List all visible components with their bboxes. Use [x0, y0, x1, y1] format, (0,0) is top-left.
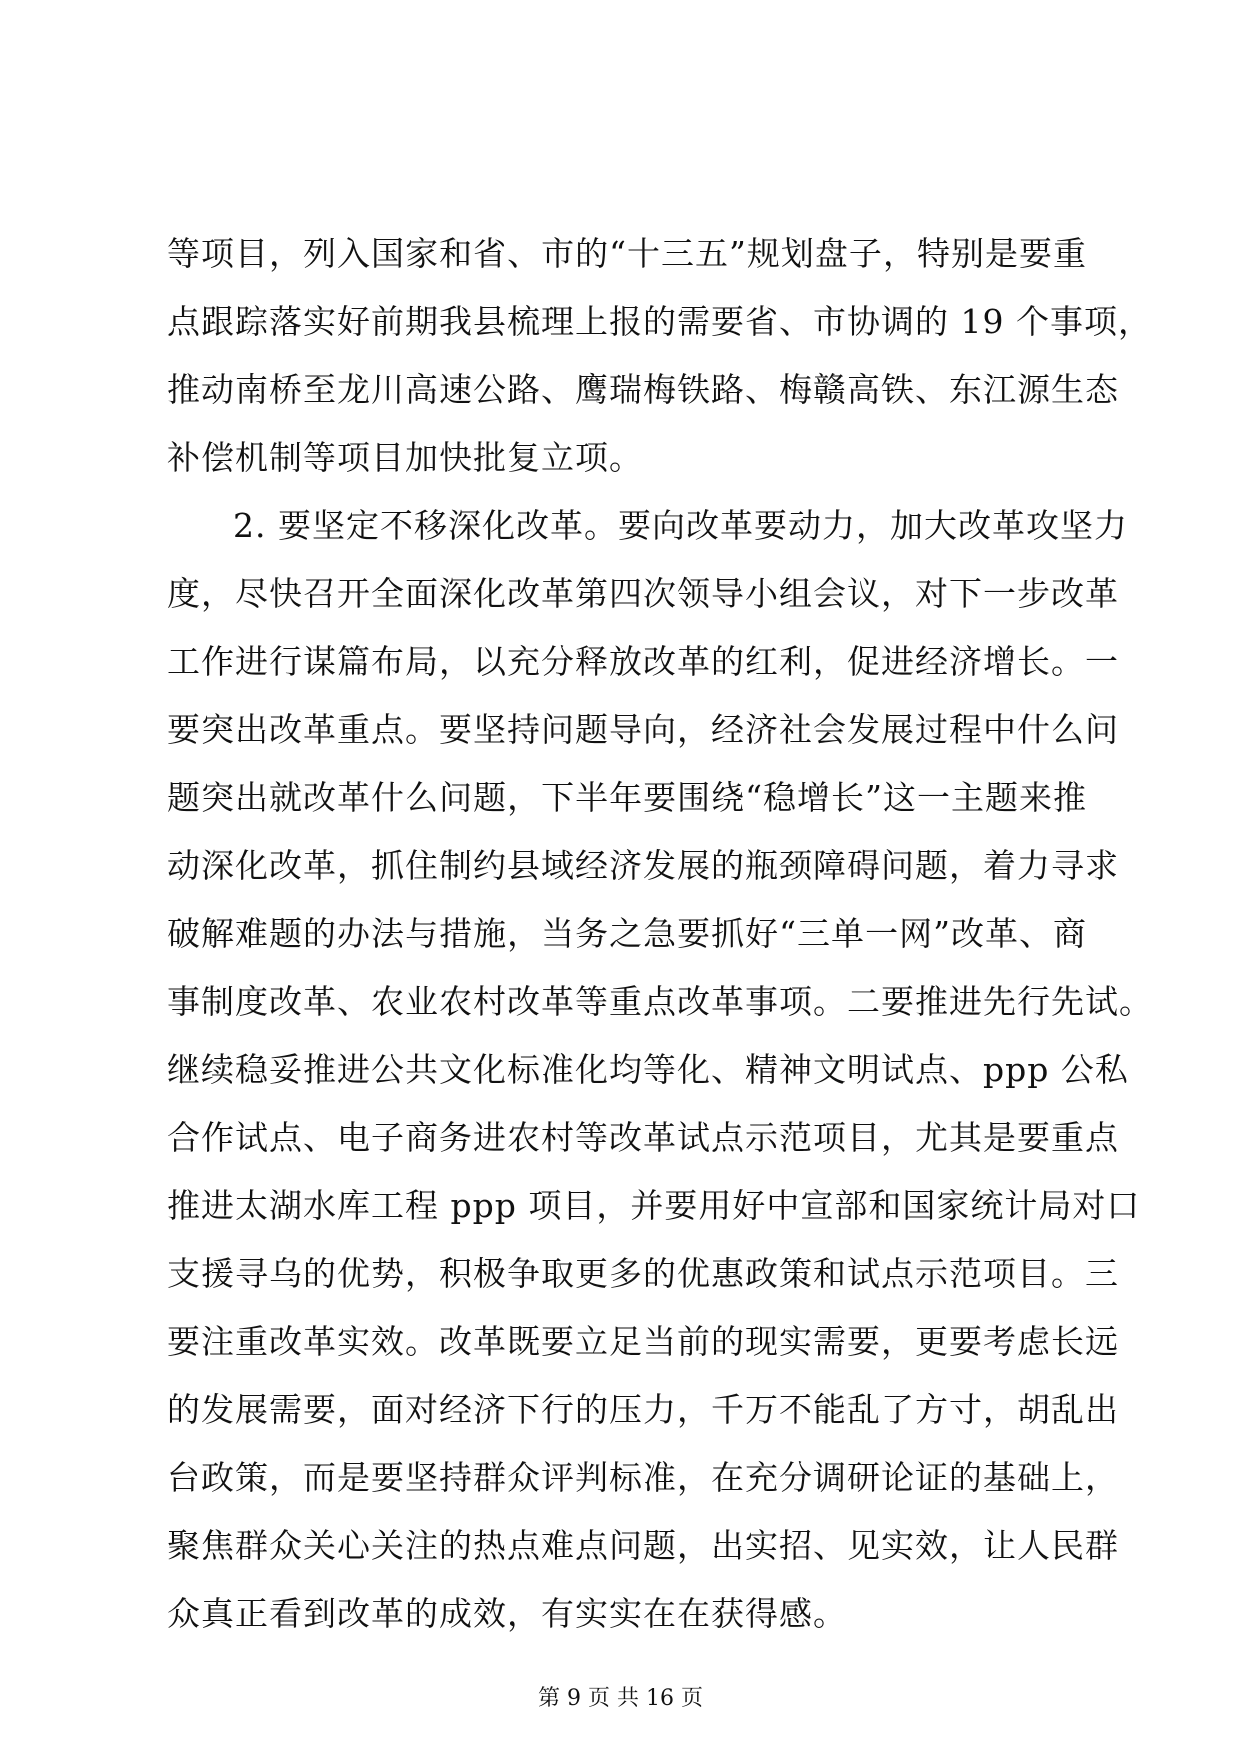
text-line: 事制度改革、农业农村改革等重点改革事项。二要推进先行先试。 — [167, 982, 1153, 1021]
text-line: 要注重改革实效。改革既要立足当前的现实需要，更要考虑长远 — [167, 1322, 1119, 1361]
text-line: 支援寻乌的优势，积极争取更多的优惠政策和试点示范项目。三 — [167, 1254, 1119, 1293]
text-line: 题突出就改革什么问题，下半年要围绕“稳增长”这一主题来推 — [167, 778, 1087, 817]
text-line: 台政策，而是要坚持群众评判标准，在充分调研论证的基础上， — [167, 1458, 1119, 1497]
text-line: 补偿机制等项目加快批复立项。 — [167, 438, 643, 477]
text-line: 推动南桥至龙川高速公路、鹰瑞梅铁路、梅赣高铁、东江源生态 — [167, 370, 1119, 409]
text-line: 要突出改革重点。要坚持问题导向，经济社会发展过程中什么问 — [167, 710, 1119, 749]
text-line: 点跟踪落实好前期我县梳理上报的需要省、市协调的 19 个事项， — [167, 302, 1152, 341]
text-line: 等项目，列入国家和省、市的“十三五”规划盘子，特别是要重 — [167, 234, 1087, 273]
text-line: 聚焦群众关心关注的热点难点问题，出实招、见实效，让人民群 — [167, 1526, 1119, 1565]
text-line: 工作进行谋篇布局，以充分释放改革的红利，促进经济增长。一 — [167, 642, 1119, 681]
text-line: 破解难题的办法与措施，当务之急要抓好“三单一网”改革、商 — [167, 914, 1087, 953]
text-line: 度，尽快召开全面深化改革第四次领导小组会议，对下一步改革 — [167, 574, 1119, 613]
page-number-footer: 第 9 页 共 16 页 — [538, 1686, 703, 1711]
text-line: 动深化改革，抓住制约县域经济发展的瓶颈障碍问题，着力寻求 — [167, 846, 1119, 885]
text-line: 合作试点、电子商务进农村等改革试点示范项目，尤其是要重点 — [167, 1118, 1119, 1157]
text-line: 众真正看到改革的成效，有实实在在获得感。 — [167, 1594, 847, 1633]
text-line: 推进太湖水库工程 ppp 项目，并要用好中宣部和国家统计局对口 — [167, 1186, 1141, 1225]
text-line: 继续稳妥推进公共文化标准化均等化、精神文明试点、ppp 公私 — [167, 1050, 1129, 1089]
text-line: 的发展需要，面对经济下行的压力，千万不能乱了方寸，胡乱出 — [167, 1390, 1119, 1429]
paragraph-heading-line: 2. 要坚定不移深化改革。要向改革要动力，加大改革攻坚力 — [233, 506, 1128, 545]
